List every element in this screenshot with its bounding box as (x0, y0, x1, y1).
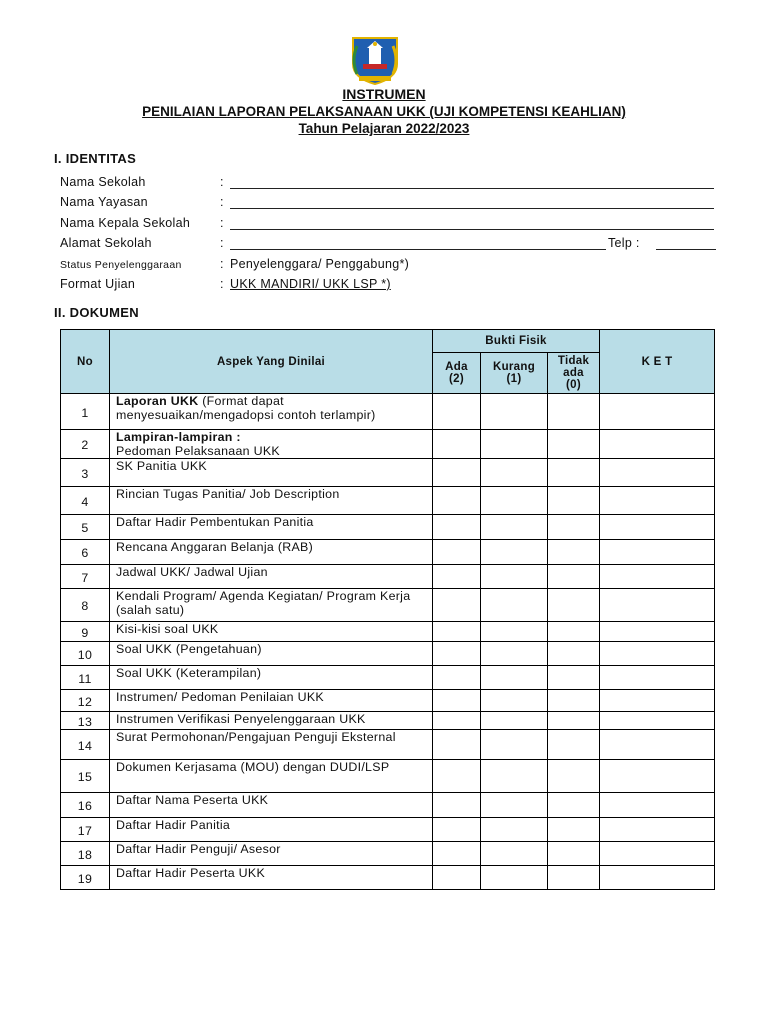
table-row (61, 394, 715, 430)
aspek-text: Daftar Hadir Peserta UKK (116, 866, 266, 880)
cell-ada[interactable] (433, 515, 481, 540)
row-number: 14 (61, 730, 110, 760)
cell-kurang[interactable] (481, 730, 548, 760)
cell-kurang[interactable] (481, 430, 548, 459)
checklist-rows (61, 394, 715, 890)
aspek-bold-label: Laporan UKK (116, 394, 199, 408)
table-row (61, 818, 715, 842)
cell-ket[interactable] (600, 690, 715, 712)
row-aspek (110, 866, 433, 890)
row-number: 8 (61, 589, 110, 622)
cell-ket[interactable] (600, 430, 715, 459)
cell-tidak-ada[interactable] (548, 760, 600, 793)
field-label: Nama Kepala Sekolah (60, 215, 191, 230)
cell-tidak-ada[interactable] (548, 487, 600, 515)
table-row (61, 666, 715, 690)
section-identitas-heading: I. IDENTITAS (54, 151, 137, 166)
aspek-text: Rincian Tugas Panitia/ Job Description (116, 487, 340, 501)
table-row (61, 642, 715, 666)
row-number: 7 (61, 565, 110, 589)
cell-ada[interactable] (433, 760, 481, 793)
cell-ada[interactable] (433, 690, 481, 712)
row-aspek (110, 589, 433, 622)
row-aspek (110, 666, 433, 690)
province-crest-logo (347, 34, 403, 86)
cell-ada[interactable] (433, 565, 481, 589)
cell-ket[interactable] (600, 622, 715, 642)
field-label: Format Ujian (60, 276, 136, 291)
row-aspek (110, 642, 433, 666)
row-number: 6 (61, 540, 110, 565)
aspek-text: Soal UKK (Pengetahuan) (116, 642, 262, 656)
cell-ada[interactable] (433, 666, 481, 690)
row-number: 1 (61, 394, 110, 430)
row-aspek (110, 540, 433, 565)
identity-form (60, 173, 720, 295)
row-aspek (110, 394, 433, 430)
format-value[interactable]: UKK MANDIRI/ UKK LSP *) (230, 276, 391, 291)
cell-kurang[interactable] (481, 565, 548, 589)
row-aspek (110, 622, 433, 642)
aspek-text: Daftar Hadir Pembentukan Panitia (116, 515, 314, 529)
field-status-penyelenggaraan: Status Penyelenggaraan : Penyelenggara/ Penggabung*) (60, 256, 410, 271)
row-aspek (110, 730, 433, 760)
row-number: 4 (61, 487, 110, 515)
aspek-text: Kendali Program/ Agenda Kegiatan/ Program Kerja (salah satu) (116, 589, 411, 617)
cell-kurang[interactable] (481, 793, 548, 818)
row-number: 16 (61, 793, 110, 818)
academic-year: Tahun Pelajaran 2022/2023 (298, 121, 470, 136)
cell-ada[interactable] (433, 622, 481, 642)
col-aspek-header: Aspek Yang Dinilai (110, 330, 433, 394)
cell-tidak-ada[interactable] (548, 515, 600, 540)
row-aspek (110, 690, 433, 712)
aspek-text: (Format dapat menyesuaikan/mengadopsi contoh terlampir) (116, 394, 376, 422)
row-number: 17 (61, 818, 110, 842)
cell-ada[interactable] (433, 430, 481, 459)
cell-ada[interactable] (433, 730, 481, 760)
cell-tidak-ada[interactable] (548, 459, 600, 487)
blank-line-nama-sekolah[interactable] (230, 188, 714, 189)
aspek-text: Kisi-kisi soal UKK (116, 622, 219, 636)
section-dokumen-heading: II. DOKUMEN (54, 305, 139, 320)
row-number: 2 (61, 430, 110, 459)
cell-ket[interactable] (600, 515, 715, 540)
document-checklist-table (60, 329, 715, 890)
cell-kurang[interactable] (481, 459, 548, 487)
cell-tidak-ada[interactable] (548, 818, 600, 842)
table-row (61, 793, 715, 818)
row-aspek (110, 459, 433, 487)
field-nama-kepala-sekolah: Nama Kepala Sekolah : (60, 214, 720, 234)
row-aspek (110, 793, 433, 818)
table-row (61, 712, 715, 730)
table-row (61, 515, 715, 540)
field-label: Nama Yayasan (60, 195, 148, 210)
cell-kurang[interactable] (481, 818, 548, 842)
document-title: INSTRUMEN (342, 86, 426, 102)
row-number: 3 (61, 459, 110, 487)
table-row (61, 760, 715, 793)
cell-ada[interactable] (433, 793, 481, 818)
row-number: 10 (61, 642, 110, 666)
cell-tidak-ada[interactable] (548, 565, 600, 589)
cell-ket[interactable] (600, 842, 715, 866)
cell-tidak-ada[interactable] (548, 730, 600, 760)
row-number: 19 (61, 866, 110, 890)
cell-tidak-ada[interactable] (548, 622, 600, 642)
document-header (0, 86, 768, 137)
cell-tidak-ada[interactable] (548, 712, 600, 730)
cell-tidak-ada[interactable] (548, 394, 600, 430)
aspek-text: Daftar Nama Peserta UKK (116, 793, 269, 807)
cell-ket[interactable] (600, 730, 715, 760)
cell-ket[interactable] (600, 459, 715, 487)
cell-ket[interactable] (600, 487, 715, 515)
col-no-header: No (61, 330, 110, 394)
row-aspek (110, 565, 433, 589)
aspek-text: Daftar Hadir Panitia (116, 818, 231, 832)
aspek-text: Rencana Anggaran Belanja (RAB) (116, 540, 314, 554)
col-kurang-header: Kurang (1) (481, 353, 548, 394)
cell-ada[interactable] (433, 487, 481, 515)
aspek-text: Surat Permohonan/Pengajuan Penguji Eksternal (116, 730, 396, 744)
cell-tidak-ada[interactable] (548, 866, 600, 890)
row-aspek (110, 842, 433, 866)
cell-kurang[interactable] (481, 712, 548, 730)
cell-tidak-ada[interactable] (548, 666, 600, 690)
field-nama-yayasan: Nama Yayasan : (60, 193, 720, 213)
row-aspek (110, 430, 433, 459)
aspek-text: Daftar Hadir Penguji/ Asesor (116, 842, 281, 856)
row-aspek (110, 712, 433, 730)
cell-ada[interactable] (433, 589, 481, 622)
cell-tidak-ada[interactable] (548, 430, 600, 459)
table-row (61, 690, 715, 712)
cell-ada[interactable] (433, 540, 481, 565)
telp-label: Telp : (608, 236, 640, 251)
col-tidak-ada-header: Tidak ada (0) (548, 353, 600, 394)
cell-ket[interactable] (600, 712, 715, 730)
cell-ket[interactable] (600, 866, 715, 890)
cell-ket[interactable] (600, 642, 715, 666)
status-value[interactable]: Penyelenggara/ Penggabung*) (230, 256, 410, 271)
cell-ada[interactable] (433, 459, 481, 487)
cell-kurang[interactable] (481, 394, 548, 430)
cell-kurang[interactable] (481, 866, 548, 890)
row-number: 5 (61, 515, 110, 540)
table-row (61, 622, 715, 642)
cell-kurang[interactable] (481, 842, 548, 866)
row-number: 18 (61, 842, 110, 866)
row-number: 15 (61, 760, 110, 793)
cell-kurang[interactable] (481, 540, 548, 565)
cell-ada[interactable] (433, 866, 481, 890)
cell-ket[interactable] (600, 760, 715, 793)
table-row (61, 487, 715, 515)
aspek-text: Instrumen Verifikasi Penyelenggaraan UKK (116, 712, 366, 726)
cell-ada[interactable] (433, 818, 481, 842)
table-row (61, 540, 715, 565)
aspek-text: SK Panitia UKK (116, 459, 207, 473)
table-row (61, 842, 715, 866)
cell-tidak-ada[interactable] (548, 690, 600, 712)
cell-ada[interactable] (433, 394, 481, 430)
field-label: Nama Sekolah (60, 175, 146, 189)
cell-ada[interactable] (433, 642, 481, 666)
cell-ket[interactable] (600, 540, 715, 565)
cell-kurang[interactable] (481, 487, 548, 515)
cell-ket[interactable] (600, 666, 715, 690)
row-number: 12 (61, 690, 110, 712)
cell-ket[interactable] (600, 589, 715, 622)
row-aspek (110, 760, 433, 793)
cell-tidak-ada[interactable] (548, 842, 600, 866)
cell-kurang[interactable] (481, 589, 548, 622)
cell-kurang[interactable] (481, 622, 548, 642)
table-row (61, 730, 715, 760)
aspek-text: Pedoman Pelaksanaan UKK (116, 443, 280, 458)
col-bukti-fisik-header: Bukti Fisik (433, 330, 600, 353)
row-number: 9 (61, 622, 110, 642)
cell-ket[interactable] (600, 793, 715, 818)
row-number: 13 (61, 712, 110, 730)
cell-kurang[interactable] (481, 515, 548, 540)
field-alamat-sekolah: Alamat Sekolah : Telp : (60, 234, 720, 254)
blank-line-telp[interactable] (656, 249, 716, 250)
cell-ket[interactable] (600, 394, 715, 430)
aspek-text: Dokumen Kerjasama (MOU) dengan DUDI/LSP (116, 760, 390, 774)
blank-line-alamat[interactable] (230, 249, 606, 250)
aspek-bold-label: Lampiran-lampiran : (116, 430, 241, 444)
row-aspek (110, 515, 433, 540)
document-subtitle: PENILAIAN LAPORAN PELAKSANAAN UKK (UJI KOMPETENSI KEAHLIAN) (142, 104, 626, 119)
cell-kurang[interactable] (481, 666, 548, 690)
aspek-text: Jadwal UKK/ Jadwal Ujian (116, 565, 268, 579)
field-label: Status Penyelenggaraan (60, 258, 182, 271)
aspek-text: Instrumen/ Pedoman Penilaian UKK (116, 690, 324, 704)
table-row (61, 589, 715, 622)
col-ket-header: K E T (600, 330, 715, 394)
cell-tidak-ada[interactable] (548, 589, 600, 622)
row-number: 11 (61, 666, 110, 690)
cell-tidak-ada[interactable] (548, 793, 600, 818)
cell-tidak-ada[interactable] (548, 540, 600, 565)
cell-ket[interactable] (600, 565, 715, 589)
cell-tidak-ada[interactable] (548, 642, 600, 666)
field-label: Alamat Sekolah (60, 236, 152, 251)
aspek-text: Soal UKK (Keterampilan) (116, 666, 262, 680)
blank-line-nama-kepala[interactable] (230, 229, 714, 230)
blank-line-nama-yayasan[interactable] (230, 208, 714, 209)
cell-kurang[interactable] (481, 760, 548, 793)
col-ada-header: Ada (2) (433, 353, 481, 394)
field-nama-sekolah: Nama Sekolah : (60, 173, 720, 193)
row-aspek (110, 818, 433, 842)
cell-ket[interactable] (600, 818, 715, 842)
row-aspek (110, 487, 433, 515)
table-row (61, 459, 715, 487)
table-row (61, 866, 715, 890)
table-row (61, 565, 715, 589)
field-format-ujian: Format Ujian : UKK MANDIRI/ UKK LSP *) (60, 276, 391, 291)
cell-kurang[interactable] (481, 690, 548, 712)
cell-ada[interactable] (433, 842, 481, 866)
cell-ada[interactable] (433, 712, 481, 730)
table-row (61, 430, 715, 459)
cell-kurang[interactable] (481, 642, 548, 666)
